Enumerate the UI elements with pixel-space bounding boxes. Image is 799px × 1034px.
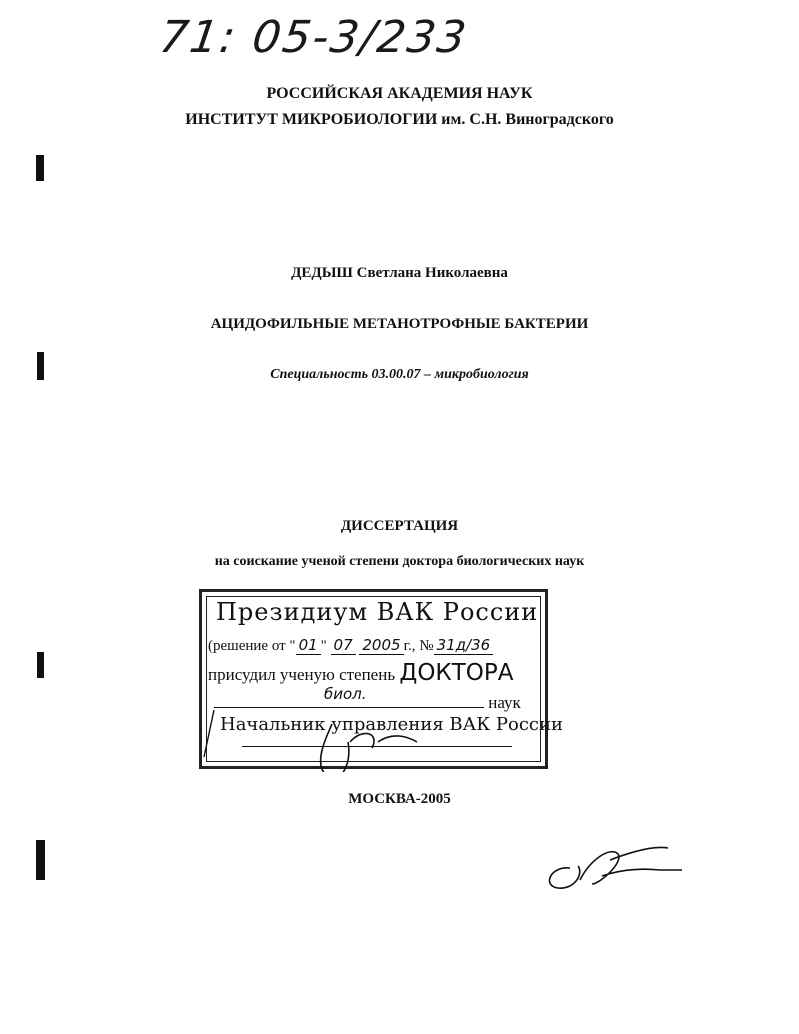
author-name: ДЕДЫШ Светлана Николаевна	[291, 265, 508, 281]
science-handwritten: биол.	[324, 685, 367, 703]
stamp-title: Президиум ВАК России	[216, 598, 539, 626]
academy-name: РОССИЙСКАЯ АКАДЕМИЯ НАУК	[266, 85, 533, 102]
degree-line: на соискание ученой степени доктора биологических наук	[214, 554, 585, 569]
awarded-degree: ДОКТОРА	[399, 660, 514, 686]
institute-name: ИНСТИТУТ МИКРОБИОЛОГИИ им. С.Н. Виноградского	[185, 111, 614, 128]
handwritten-archive-code: 71: 05-3/233	[156, 12, 472, 63]
decision-year-suffix: г., №	[403, 638, 434, 654]
vak-stamp	[199, 589, 564, 769]
stamp-chief: Начальник управления ВАК России	[220, 714, 564, 735]
scan-margin-mark-4	[36, 840, 45, 880]
decision-number: 31д/36	[434, 636, 494, 655]
author-signature	[540, 840, 700, 910]
decision-month: 07	[331, 636, 356, 655]
sciences-word: наук	[488, 693, 521, 712]
specialty: Специальность 03.00.07 – микробиология	[270, 367, 529, 382]
awarded-text: присудил ученую степень	[208, 665, 396, 684]
scan-margin-mark-3	[37, 652, 44, 678]
city-year: МОСКВА-2005	[348, 791, 451, 807]
decision-quote: "	[320, 638, 327, 654]
decision-day: 01	[296, 636, 321, 655]
stamp-signature	[202, 592, 551, 772]
scan-margin-mark-1	[36, 155, 44, 181]
document-type: ДИССЕРТАЦИЯ	[340, 518, 459, 534]
decision-prefix: (решение от "	[208, 638, 296, 654]
dissertation-title: АЦИДОФИЛЬНЫЕ МЕТАНОТРОФНЫЕ БАКТЕРИИ	[210, 316, 589, 332]
decision-year: 2005	[359, 636, 403, 655]
